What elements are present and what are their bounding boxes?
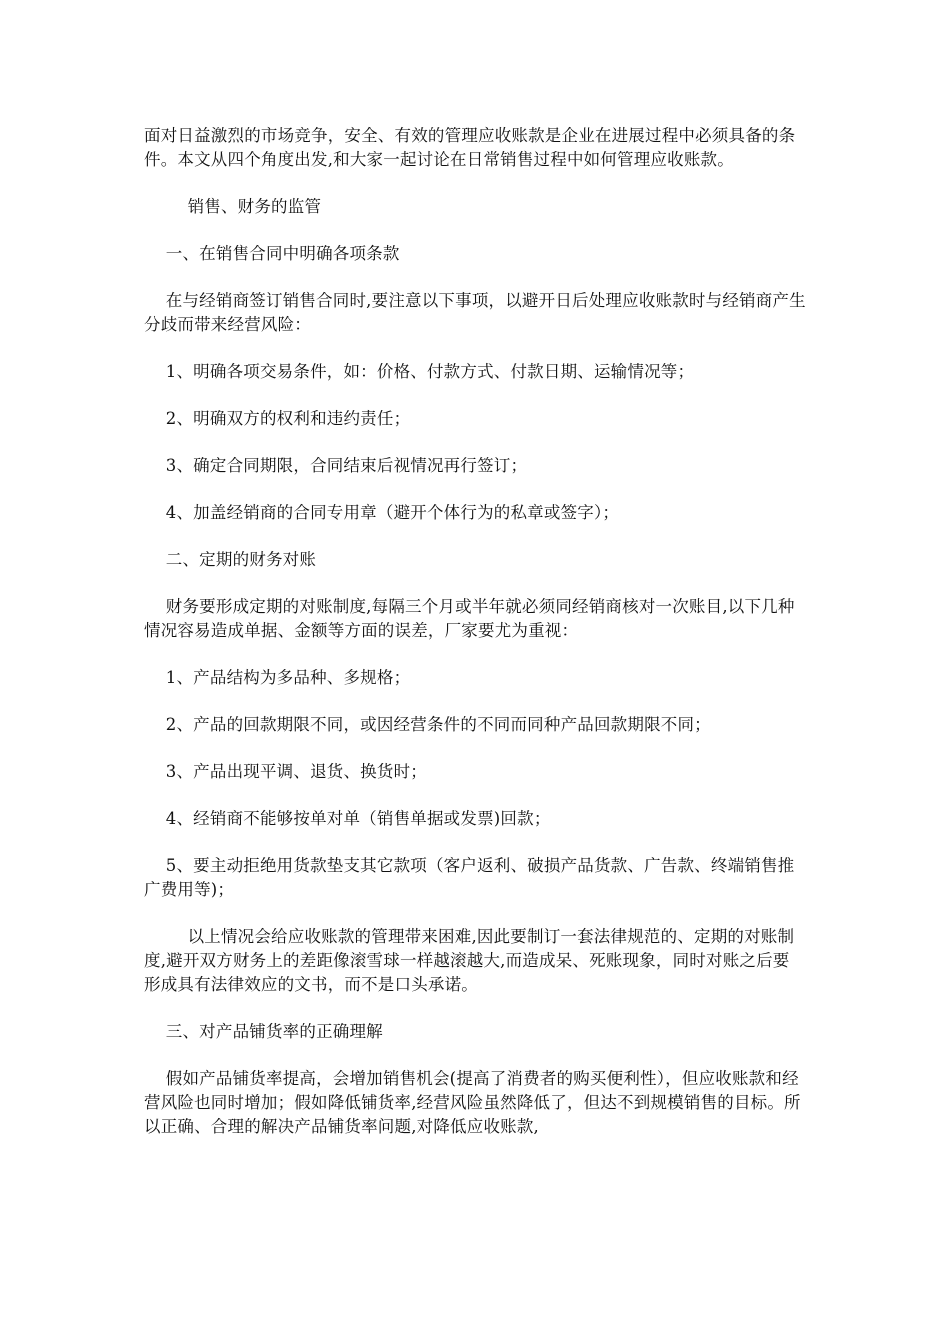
paragraph-gap <box>144 219 806 242</box>
list-item: 2、明确双方的权利和违约责任； <box>144 409 411 428</box>
subsection-heading: 二、定期的财务对账 <box>144 550 317 569</box>
paragraph-gap <box>144 478 806 501</box>
list-item: 1、产品结构为多品种、多规格； <box>144 668 411 687</box>
paragraph-gap <box>144 172 806 195</box>
intro-paragraph: 面对日益激烈的市场竞争，安全、有效的管理应收账款是企业在进展过程中必须具备的条件。本文从四个角度出发,和大家一起讨论在日常销售过程中如何管理应收账款。 <box>144 126 796 169</box>
subsection-heading: 三、对产品铺货率的正确理解 <box>144 1022 383 1041</box>
section-heading: 销售、财务的监管 <box>144 197 322 216</box>
paragraph-gap <box>144 643 806 666</box>
document-body <box>144 124 806 1139</box>
paragraph-gap <box>144 384 806 407</box>
list-item: 3、确定合同期限，合同结束后视情况再行签订； <box>144 456 528 475</box>
list-item: 2、产品的回款期限不同，或因经营条件的不同而同种产品回款期限不同； <box>144 715 711 734</box>
paragraph-gap <box>144 737 806 760</box>
body-paragraph: 假如产品铺货率提高，会增加销售机会(提高了消费者的购买便利性），但应收账款和经营风险也同时增加；假如降低铺货率,经营风险虽然降低了，但达不到规模销售的目标。所以正确、合理的解决产品铺货率问题,对降低应收账款, <box>144 1069 801 1136</box>
list-item: 1、明确各项交易条件，如：价格、付款方式、付款日期、运输情况等； <box>144 362 695 381</box>
subsection-heading: 一、在销售合同中明确各项条款 <box>144 244 400 263</box>
list-item: 4、加盖经销商的合同专用章（避开个体行为的私章或签字）； <box>144 503 620 522</box>
paragraph-gap <box>144 831 806 854</box>
paragraph-gap <box>144 431 806 454</box>
body-paragraph: 在与经销商签订销售合同时,要注意以下事项，以避开日后处理应收账款时与经销商产生分歧而带来经营风险： <box>144 291 806 334</box>
list-item: 5、要主动拒绝用货款垫支其它款项（客户返利、破损产品货款、广告款、终端销售推广费用等)； <box>144 856 795 899</box>
paragraph-gap <box>144 784 806 807</box>
paragraph-gap <box>144 337 806 360</box>
paragraph-gap <box>144 572 806 595</box>
body-paragraph: 财务要形成定期的对账制度,每隔三个月或半年就必须同经销商核对一次账目,以下几种情况容易造成单据、金额等方面的误差，厂家要尤为重视： <box>144 597 795 640</box>
list-item: 4、经销商不能够按单对单（销售单据或发票)回款； <box>144 809 551 828</box>
list-item: 3、产品出现平调、退货、换货时； <box>144 762 427 781</box>
paragraph-gap <box>144 1044 806 1067</box>
paragraph-gap <box>144 902 806 925</box>
paragraph-gap <box>144 525 806 548</box>
paragraph-gap <box>144 690 806 713</box>
body-paragraph: 以上情况会给应收账款的管理带来困难,因此要制订一套法律规范的、定期的对账制度,避开双方财务上的差距像滚雪球一样越滚越大,而造成呆、死账现象，同时对账之后要形成具有法律效应的文书，而不是口头承诺。 <box>144 927 795 994</box>
paragraph-gap <box>144 997 806 1020</box>
paragraph-gap <box>144 266 806 289</box>
